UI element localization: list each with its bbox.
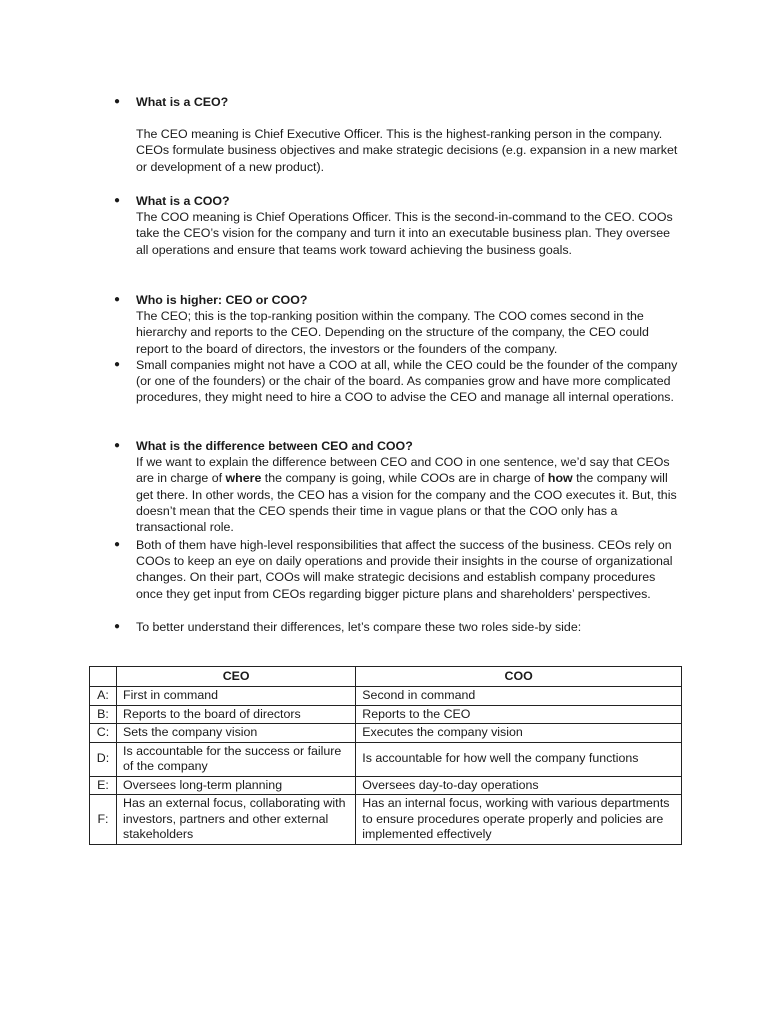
answer-text: The CEO; this is the top-ranking position within the company. The COO comes second in the hierarchy and reports to the CEO. Depending on the structure of the company, the CEO could report to the board of directors, the investors or the founders of the company. <box>136 309 649 356</box>
answer-text: To better understand their differences, let’s compare these two roles side-by side: <box>136 620 582 634</box>
row-label: E: <box>90 776 117 795</box>
bullet: ● <box>114 621 121 632</box>
table-row <box>90 776 682 795</box>
section-who-is-higher <box>114 292 681 357</box>
bullet: ● <box>114 440 121 451</box>
table-row <box>90 687 682 706</box>
table-row <box>90 724 682 743</box>
section-difference <box>114 438 681 535</box>
ceo-cell: Oversees long-term planning <box>117 776 356 795</box>
comparison-table <box>89 666 682 845</box>
section-responsibilities <box>114 537 681 602</box>
bullet: ● <box>114 294 121 305</box>
ceo-cell: Is accountable for the success or failure of the company <box>117 742 356 776</box>
table-row <box>90 705 682 724</box>
table-row <box>90 795 682 845</box>
answer-part: If we want to explain the difference between CEO and COO in one sentence, we’d say that CEOs are in charge of <box>136 455 670 486</box>
ceo-cell: Has an external focus, collaborating with investors, partners and other external stakeholders <box>117 795 356 845</box>
coo-cell: Executes the company vision <box>356 724 682 743</box>
coo-cell: Has an internal focus, working with various departments to ensure procedures operate properly and policies are implemented effectively <box>356 795 682 845</box>
answer-part: the company is going, while COOs are in charge of <box>261 471 548 486</box>
ceo-cell: Sets the company vision <box>117 724 356 743</box>
answer-part: the company will get there. In other words, the CEO has a vision for the company and the COO executes it. But, this doesn’t mean that the CEO spends their time in vague plans or that the COO only has a transactional role. <box>136 471 677 535</box>
section-what-is-coo <box>114 193 681 258</box>
table-header-cell <box>90 667 117 687</box>
section-compare-intro <box>114 619 681 635</box>
question-heading: What is the difference between CEO and COO? <box>136 439 413 453</box>
bullet: ● <box>114 195 121 206</box>
coo-cell: Second in command <box>356 687 682 706</box>
emphasis-how: how <box>547 471 573 486</box>
table-header-ceo: CEO <box>117 667 356 687</box>
coo-cell: Is accountable for how well the company functions <box>356 742 682 776</box>
section-what-is-ceo <box>114 94 681 175</box>
bullet: ● <box>114 359 121 370</box>
row-label: F: <box>90 795 117 845</box>
answer-text: Both of them have high-level responsibilities that affect the success of the business. CEOs rely on COOs to keep an eye on daily operations and provide their insights in the course of organizational changes. On their part, COOs will make strategic decisions and establish company procedures once they get input from CEOs regarding bigger picture plans and shareholders’ perspectives. <box>136 538 673 601</box>
section-small-companies <box>114 357 681 406</box>
answer-text: The CEO meaning is Chief Executive Officer. This is the highest-ranking person in the company. CEOs formulate business objectives and make strategic decisions (e.g. expansion in a new market or development of a new product). <box>136 127 678 174</box>
row-label: D: <box>90 742 117 776</box>
row-label: B: <box>90 705 117 724</box>
answer-text: Small companies might not have a COO at all, while the CEO could be the founder of the company (or one of the founders) or the chair of the board. As companies grow and have more complicated procedures, they might need to hire a COO to advise the CEO and manage all internal operations. <box>136 358 678 405</box>
row-label: A: <box>90 687 117 706</box>
answer-text: The COO meaning is Chief Operations Officer. This is the second-in-command to the CEO. COOs take the CEO’s vision for the company and turn it into an executable business plan. They oversee all operations and ensure that teams work toward achieving the business goals. <box>136 210 673 257</box>
ceo-cell: First in command <box>117 687 356 706</box>
table-header-row <box>90 667 682 687</box>
table-row <box>90 742 682 776</box>
ceo-cell: Reports to the board of directors <box>117 705 356 724</box>
question-heading: What is a CEO? <box>136 95 229 109</box>
table-header-coo: COO <box>356 667 682 687</box>
bullet: ● <box>114 539 121 550</box>
question-heading: Who is higher: CEO or COO? <box>136 293 308 307</box>
row-label: C: <box>90 724 117 743</box>
question-heading: What is a COO? <box>136 194 230 208</box>
answer-text <box>136 454 681 535</box>
bullet: ● <box>114 96 121 107</box>
emphasis-where: where <box>225 471 262 486</box>
coo-cell: Oversees day-to-day operations <box>356 776 682 795</box>
coo-cell: Reports to the CEO <box>356 705 682 724</box>
